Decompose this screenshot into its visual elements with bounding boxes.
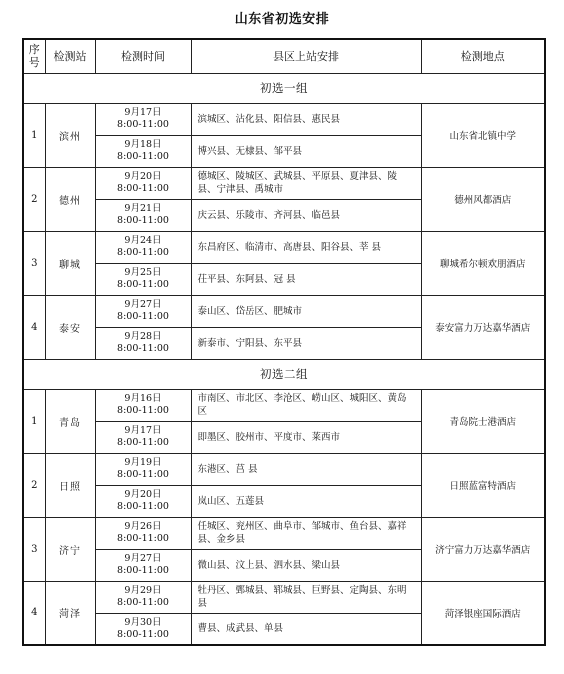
time-cell [95,549,191,581]
table-body [23,73,545,645]
time-cell [95,135,191,167]
slot-date: 9月25日 [124,267,162,278]
serial-number-cell: 4 [23,581,45,645]
slot-date: 9月26日 [124,521,162,532]
slot-hours: 8:00-11:00 [117,437,169,448]
serial-number-cell: 4 [23,295,45,359]
slot-date: 9月17日 [124,107,162,118]
station-city-cell: 泰安 [45,295,95,359]
slot-date: 9月20日 [124,171,162,182]
slot-date: 9月28日 [124,331,162,342]
location-cell: 菏泽银座国际酒店 [421,581,545,645]
time-cell [95,199,191,231]
location-cell: 青岛院士港酒店 [421,389,545,453]
districts-cell: 岚山区、五莲县 [191,485,421,517]
time-cell [95,295,191,327]
table-row [23,389,545,421]
districts-cell: 微山县、汶上县、泗水县、梁山县 [191,549,421,581]
districts-cell: 泰山区、岱岳区、肥城市 [191,295,421,327]
slot-hours: 8:00-11:00 [117,151,169,162]
station-city-cell: 日照 [45,453,95,517]
time-cell [95,453,191,485]
serial-number-cell: 2 [23,453,45,517]
time-cell [95,103,191,135]
slot-hours: 8:00-11:00 [117,533,169,544]
slot-date: 9月30日 [124,616,162,628]
serial-number-cell: 3 [23,231,45,295]
table-row [23,453,545,485]
slot-hours: 8:00-11:00 [117,501,169,512]
page-title: 山东省初选安排 [234,12,330,27]
slot-date: 9月21日 [124,203,162,214]
time-cell [95,581,191,613]
districts-cell: 庆云县、乐陵市、齐河县、临邑县 [191,199,421,231]
slot-hours: 8:00-11:00 [117,215,169,226]
header-serial-line1: 序 [28,43,40,57]
header-station: 检测站 [45,39,95,73]
time-cell [95,613,191,645]
table-row [23,103,545,135]
header-districts: 县区上站安排 [191,39,421,73]
station-city-cell: 青岛 [45,389,95,453]
time-cell [95,167,191,199]
slot-date: 9月18日 [124,139,162,150]
table-row [23,581,545,613]
districts-cell: 东昌府区、临清市、高唐县、阳谷县、莘 县 [191,231,421,263]
time-cell [95,517,191,549]
slot-date: 9月27日 [124,299,162,310]
table-header-row [23,39,545,73]
slot-hours: 8:00-11:00 [117,565,169,576]
header-serial-line2: 号 [28,56,40,70]
slot-date: 9月16日 [124,393,162,404]
time-cell [95,389,191,421]
districts-cell: 博兴县、无棣县、邹平县 [191,135,421,167]
group-header-row [23,359,545,389]
slot-date: 9月24日 [124,235,162,246]
slot-date: 9月17日 [124,425,162,436]
location-cell: 日照蓝富特酒店 [421,453,545,517]
group-title: 初选一组 [23,73,545,103]
slot-hours: 8:00-11:00 [117,405,169,416]
serial-number-cell: 1 [23,389,45,453]
districts-cell: 新泰市、宁阳县、东平县 [191,327,421,359]
station-city-cell: 济宁 [45,517,95,581]
serial-number-cell: 2 [23,167,45,231]
station-city-cell: 滨州 [45,103,95,167]
districts-cell: 曹县、成武县、单县 [191,613,421,645]
districts-cell: 东港区、莒 县 [191,453,421,485]
table-row [23,295,545,327]
schedule-table [22,38,546,646]
time-cell [95,485,191,517]
districts-cell: 市南区、市北区、李沧区、崂山区、城阳区、黄岛区 [191,389,421,421]
location-cell: 泰安富力万达嘉华酒店 [421,295,545,359]
station-city-cell: 菏泽 [45,581,95,645]
slot-hours: 8:00-11:00 [117,247,169,258]
header-serial-number [23,39,45,73]
serial-number-cell: 1 [23,103,45,167]
slot-date: 9月20日 [124,489,162,500]
time-cell [95,421,191,453]
slot-hours: 8:00-11:00 [117,343,169,354]
slot-hours: 8:00-11:00 [117,597,169,608]
slot-hours: 8:00-11:00 [117,279,169,290]
station-city-cell: 聊城 [45,231,95,295]
station-city-cell: 德州 [45,167,95,231]
location-cell: 德州风都酒店 [421,167,545,231]
slot-date: 9月27日 [124,553,162,564]
serial-number-cell: 3 [23,517,45,581]
districts-cell: 任城区、兖州区、曲阜市、邹城市、鱼台县、嘉祥县、金乡县 [191,517,421,549]
slot-hours: 8:00-11:00 [117,628,169,640]
table-row [23,167,545,199]
slot-hours: 8:00-11:00 [117,183,169,194]
table-row [23,231,545,263]
location-cell: 济宁富力万达嘉华酒店 [421,517,545,581]
districts-cell: 茌平县、东阿县、冠 县 [191,263,421,295]
time-cell [95,231,191,263]
location-cell: 聊城希尔顿欢朋酒店 [421,231,545,295]
districts-cell: 滨城区、沾化县、阳信县、惠民县 [191,103,421,135]
group-header-row [23,73,545,103]
districts-cell: 即墨区、胶州市、平度市、莱西市 [191,421,421,453]
slot-hours: 8:00-11:00 [117,119,169,130]
group-title: 初选二组 [23,359,545,389]
time-cell [95,263,191,295]
time-cell [95,327,191,359]
districts-cell: 德城区、陵城区、武城县、平原县、夏津县、陵 县、宁津县、禹城市 [191,167,421,199]
table-row [23,517,545,549]
slot-hours: 8:00-11:00 [117,469,169,480]
slot-hours: 8:00-11:00 [117,311,169,322]
districts-cell: 牡丹区、鄄城县、郓城县、巨野县、定陶县、东明县 [191,581,421,613]
location-cell: 山东省北镇中学 [421,103,545,167]
slot-date: 9月19日 [124,457,162,468]
slot-date: 9月29日 [124,585,162,596]
header-time: 检测时间 [95,39,191,73]
header-location: 检测地点 [421,39,545,73]
